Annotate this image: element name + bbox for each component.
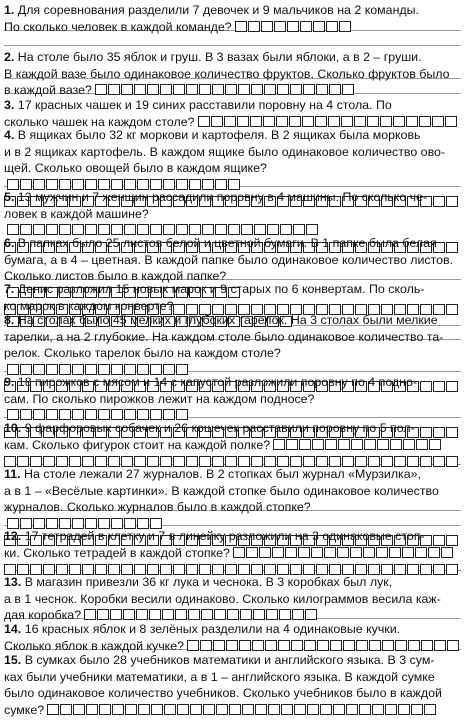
task-text: 18 пирожков с мясом и 14 с капустой разложили поровну по 4 подно-	[17, 375, 418, 389]
answer-cell[interactable]	[163, 409, 175, 420]
answer-cell[interactable]	[350, 547, 362, 558]
answer-cell[interactable]	[287, 21, 299, 32]
answer-cell[interactable]	[212, 84, 224, 95]
task-text: Сколько яблок в каждой кучке?	[4, 638, 185, 653]
answer-cell[interactable]	[251, 84, 263, 95]
answer-cell[interactable]	[124, 409, 136, 420]
answer-cell[interactable]	[411, 704, 423, 715]
answer-cell[interactable]	[85, 224, 97, 235]
answer-cell[interactable]	[281, 704, 293, 715]
answer-cell[interactable]	[445, 116, 457, 127]
answer-cell[interactable]	[305, 609, 317, 620]
answer-cell[interactable]	[20, 224, 32, 235]
answer-cell[interactable]	[198, 116, 210, 127]
task-text-line	[4, 652, 461, 669]
answer-cell[interactable]	[190, 704, 202, 715]
answer-cell[interactable]	[389, 547, 401, 558]
task-number: 15.	[4, 653, 22, 667]
task-text: журналов. Сколько журналов было в каждой стопке?	[4, 500, 311, 515]
answer-cell[interactable]	[315, 116, 327, 127]
answer-cell[interactable]	[393, 116, 405, 127]
answer-cell[interactable]	[292, 609, 304, 620]
answer-grid	[7, 224, 319, 235]
answer-cell[interactable]	[255, 704, 267, 715]
answer-cell[interactable]	[240, 609, 252, 620]
task-number: 8.	[4, 313, 15, 327]
task-text: На столе было 35 яблок и груш. В 3 вазах были яблоки, а в 2 – груши.	[17, 50, 422, 64]
answer-cell[interactable]	[138, 704, 150, 715]
answer-cell[interactable]	[316, 84, 328, 95]
answer-cell[interactable]	[261, 21, 273, 32]
task-text: ки. Сколько тетрадей в каждой стопке?	[4, 545, 230, 560]
task-number: 3.	[4, 98, 15, 112]
task-text-line	[4, 281, 461, 298]
answer-cell[interactable]	[351, 439, 363, 450]
answer-grid	[84, 609, 318, 620]
answer-cell[interactable]	[428, 547, 440, 558]
answer-cell[interactable]	[108, 84, 120, 95]
answer-cell[interactable]	[382, 640, 394, 651]
task-number: 14.	[4, 622, 22, 636]
task-text-line	[4, 420, 461, 437]
task-text-line	[4, 235, 461, 252]
answer-cell[interactable]	[213, 640, 225, 651]
answer-cell[interactable]	[280, 224, 292, 235]
answer-cell[interactable]	[176, 224, 188, 235]
answer-cell[interactable]	[364, 439, 376, 450]
task-text: а в 1 чеснок. Коробки весили одинаково. Сколько килограммов весила каж-	[4, 591, 441, 606]
task-text: и в 2 ящиках картофель. В каждом ящике было одинаковое количество ово-	[4, 144, 446, 159]
answer-cell[interactable]	[267, 224, 279, 235]
answer-cell[interactable]	[317, 640, 329, 651]
answer-cell[interactable]	[136, 609, 148, 620]
answer-cell[interactable]	[273, 439, 285, 450]
answer-grid	[198, 116, 458, 127]
answer-cell[interactable]	[276, 116, 288, 127]
answer-cell[interactable]	[264, 84, 276, 95]
answer-cell[interactable]	[328, 116, 340, 127]
answer-cell[interactable]	[151, 704, 163, 715]
task-text: По сколько человек в каждой команде?	[4, 19, 232, 34]
answer-cell[interactable]	[121, 84, 133, 95]
answer-cell[interactable]	[354, 116, 366, 127]
answer-cell[interactable]	[46, 409, 58, 420]
answer-cell[interactable]	[189, 224, 201, 235]
task-10	[4, 420, 461, 467]
answer-cell[interactable]	[337, 547, 349, 558]
task-1	[4, 2, 461, 35]
answer-cell[interactable]	[303, 84, 315, 95]
task-text: Денис разложил 15 новых марок и 9 старых по 6 конвертам. По сколь-	[17, 282, 425, 296]
task-text: сумке?	[4, 702, 45, 717]
task-text-line	[4, 483, 461, 500]
task-text-line	[4, 685, 461, 702]
answer-cell[interactable]	[98, 409, 110, 420]
answer-cell[interactable]	[300, 21, 312, 32]
answer-cell[interactable]	[299, 439, 311, 450]
answer-cell[interactable]	[376, 547, 388, 558]
task-text: а в 1 – «Весёлые картинки». В каждой стопке было одинаковое количество	[4, 483, 439, 498]
task-text: В магазин привезли 36 кг лука и чеснока. В 3 коробках был лук,	[24, 575, 393, 589]
answer-cell[interactable]	[246, 547, 258, 558]
answer-cell[interactable]	[163, 224, 175, 235]
answer-cell[interactable]	[110, 609, 122, 620]
answer-cell[interactable]	[326, 21, 338, 32]
answer-grid	[47, 704, 437, 715]
answer-cell[interactable]	[60, 704, 72, 715]
answer-cell[interactable]	[99, 704, 111, 715]
answer-cell[interactable]	[272, 547, 284, 558]
task-text: сколько чашек на каждом столе?	[4, 114, 195, 129]
task-13	[4, 574, 461, 624]
answer-cell[interactable]	[137, 224, 149, 235]
answer-cell[interactable]	[298, 547, 310, 558]
answer-cell[interactable]	[289, 116, 301, 127]
answer-cell[interactable]	[73, 704, 85, 715]
answer-cell[interactable]	[199, 84, 211, 95]
answer-cell[interactable]	[112, 704, 124, 715]
task-text: бумага, а в 4 – цветная. В каждой папке было одинаковое количество листов.	[4, 252, 454, 267]
answer-cell[interactable]	[237, 116, 249, 127]
answer-cell[interactable]	[253, 609, 265, 620]
answer-cell[interactable]	[325, 439, 337, 450]
answer-cell[interactable]	[372, 704, 384, 715]
answer-cell[interactable]	[312, 439, 324, 450]
answer-cell[interactable]	[424, 704, 436, 715]
answer-cell[interactable]	[346, 704, 358, 715]
answer-cell[interactable]	[306, 224, 318, 235]
task-text-line	[4, 621, 461, 638]
answer-grid	[187, 640, 460, 651]
answer-cell[interactable]	[173, 84, 185, 95]
task-text: Для соревнования разделили 7 девочек и 9 мальчиков на 2 команды.	[17, 3, 419, 17]
answer-cell[interactable]	[186, 84, 198, 95]
answer-cell[interactable]	[216, 704, 228, 715]
answer-cell[interactable]	[134, 84, 146, 95]
answer-cell[interactable]	[111, 409, 123, 420]
task-text-line	[4, 66, 461, 83]
task-number: 13.	[4, 575, 22, 589]
answer-cell[interactable]	[95, 84, 107, 95]
task-text: было одинаковое количество учебников. Сколько учебников было в каждой	[4, 686, 442, 701]
task-number: 6.	[4, 236, 15, 250]
answer-cell[interactable]	[343, 640, 355, 651]
task-text: На столе лежали 27 журналов. В 2 стопках был журнал «Мурзилка»,	[24, 467, 421, 481]
answer-cell[interactable]	[33, 224, 45, 235]
task-text: релок. Сколько тарелок было на каждом столе?	[4, 346, 281, 361]
answer-cell[interactable]	[33, 409, 45, 420]
answer-cell[interactable]	[202, 224, 214, 235]
task-text-line	[4, 545, 461, 562]
answer-cell[interactable]	[59, 409, 71, 420]
answer-cell[interactable]	[342, 84, 354, 95]
answer-cell[interactable]	[416, 439, 428, 450]
task-text: ловек в каждой машине?	[4, 206, 149, 221]
answer-cell[interactable]	[290, 84, 302, 95]
answer-cell[interactable]	[369, 640, 381, 651]
answer-cell[interactable]	[149, 609, 161, 620]
answer-cell[interactable]	[338, 439, 350, 450]
answer-cell[interactable]	[363, 547, 375, 558]
task-number: 4.	[4, 128, 15, 142]
task-text-line	[4, 528, 461, 545]
answer-cell[interactable]	[238, 84, 250, 95]
task-text: В ящиках было 32 кг моркови и картофеля. В 2 ящиках была морковь	[17, 128, 421, 142]
answer-cell[interactable]	[432, 116, 444, 127]
answer-cell[interactable]	[203, 704, 215, 715]
task-15	[4, 652, 461, 718]
answer-cell[interactable]	[408, 640, 420, 651]
task-text-line	[4, 2, 461, 19]
task-text-line	[4, 49, 461, 66]
answer-grid	[235, 21, 352, 32]
answer-cell[interactable]	[266, 609, 278, 620]
answer-cell[interactable]	[72, 409, 84, 420]
answer-cell[interactable]	[225, 84, 237, 95]
answer-cell[interactable]	[150, 224, 162, 235]
answer-cell[interactable]	[200, 640, 212, 651]
answer-cell[interactable]	[302, 116, 314, 127]
answer-cell[interactable]	[333, 704, 345, 715]
answer-cell[interactable]	[377, 439, 389, 450]
answer-cell[interactable]	[367, 116, 379, 127]
answer-cell[interactable]	[329, 84, 341, 95]
answer-cell[interactable]	[187, 640, 199, 651]
task-2	[4, 49, 461, 99]
answer-cell[interactable]	[395, 640, 407, 651]
answer-cell[interactable]	[233, 547, 245, 558]
answer-cell[interactable]	[242, 704, 254, 715]
answer-cell[interactable]	[228, 224, 240, 235]
task-text-line	[4, 206, 461, 239]
answer-cell[interactable]	[278, 640, 290, 651]
task-text: сам. По сколько пирожков лежит на каждом подносе?	[4, 391, 315, 406]
answer-cell[interactable]	[188, 609, 200, 620]
answer-cell[interactable]	[214, 609, 226, 620]
answer-cell[interactable]	[211, 116, 223, 127]
answer-cell[interactable]	[415, 547, 427, 558]
answer-cell[interactable]	[147, 84, 159, 95]
answer-cell[interactable]	[402, 547, 414, 558]
answer-cell[interactable]	[226, 640, 238, 651]
answer-cell[interactable]	[313, 21, 325, 32]
answer-cell[interactable]	[447, 640, 459, 651]
answer-grid	[7, 409, 189, 420]
task-number: 7.	[4, 282, 15, 296]
task-number: 9.	[4, 375, 15, 389]
task-text-line	[4, 466, 461, 483]
task-number: 5.	[4, 190, 15, 204]
answer-cell[interactable]	[421, 640, 433, 651]
answer-cell[interactable]	[307, 704, 319, 715]
answer-cell[interactable]	[47, 704, 59, 715]
answer-cell[interactable]	[403, 439, 415, 450]
task-text: 16 красных яблок и 8 зелёных разделили на 4 одинаковые кучки.	[24, 622, 401, 636]
answer-cell[interactable]	[239, 640, 251, 651]
task-text: 9 фарфоровых собачек и 26 кошечек расставили поровну по 5 пол-	[24, 421, 415, 435]
answer-cell[interactable]	[259, 547, 271, 558]
answer-cell[interactable]	[59, 224, 71, 235]
answer-cell[interactable]	[434, 640, 446, 651]
task-text-line	[4, 702, 461, 719]
answer-cell[interactable]	[294, 704, 306, 715]
answer-cell[interactable]	[330, 640, 342, 651]
answer-cell[interactable]	[341, 116, 353, 127]
task-text: кам. Сколько фигурок стоит на каждой полке?	[4, 437, 271, 452]
answer-cell[interactable]	[97, 609, 109, 620]
answer-cell[interactable]	[98, 224, 110, 235]
task-text-line	[4, 329, 461, 346]
answer-cell[interactable]	[277, 84, 289, 95]
answer-cell[interactable]	[380, 116, 392, 127]
answer-cell[interactable]	[398, 704, 410, 715]
answer-grid	[233, 547, 454, 558]
answer-cell[interactable]	[137, 409, 149, 420]
task-14	[4, 621, 461, 654]
task-number: 12.	[4, 529, 22, 543]
task-text: ках были учебники математики, а в 1 – английского языка. В каждой сумке	[4, 669, 435, 684]
answer-cell[interactable]	[441, 547, 453, 558]
task-text-line	[4, 391, 461, 424]
answer-cell[interactable]	[72, 224, 84, 235]
task-text: 13 мужчин и 7 женщин рассадили поровну в 4 машины. По сколько че-	[17, 190, 428, 204]
task-text: Сколько листов было в каждой папке?	[4, 269, 227, 284]
task-text: в каждой вазе?	[4, 83, 92, 98]
task-text-line	[4, 591, 461, 608]
answer-cell[interactable]	[7, 224, 19, 235]
task-text-line	[4, 312, 461, 329]
task-text-line	[4, 189, 461, 206]
task-text: В сумках было 28 учебников математики и английского языка. В 3 сум-	[24, 653, 435, 667]
answer-cell[interactable]	[304, 640, 316, 651]
task-text: 17 тетрадей в клетку и 7 в линейку разложили на 3 одинаковые стоп-	[24, 529, 425, 543]
task-text: 17 красных чашек и 19 синих расставили поровну на 4 стола. По	[17, 98, 392, 112]
answer-cell[interactable]	[227, 609, 239, 620]
answer-cell[interactable]	[385, 704, 397, 715]
answer-cell[interactable]	[311, 547, 323, 558]
answer-cell[interactable]	[429, 439, 441, 450]
answer-cell[interactable]	[419, 116, 431, 127]
answer-cell[interactable]	[285, 547, 297, 558]
answer-cell[interactable]	[254, 224, 266, 235]
answer-cell[interactable]	[224, 116, 236, 127]
task-text: тарелки, а на 2 глубокие. На каждом столе было одинаковое количество та-	[4, 329, 444, 344]
answer-cell[interactable]	[46, 224, 58, 235]
answer-cell[interactable]	[160, 84, 172, 95]
answer-cell[interactable]	[286, 439, 298, 450]
answer-cell[interactable]	[86, 704, 98, 715]
task-text-line	[4, 144, 461, 161]
task-text: В каждой вазе было одинаковое количество фруктов. Сколько фруктов было	[4, 66, 450, 81]
task-text-line	[4, 437, 461, 454]
answer-cell[interactable]	[359, 704, 371, 715]
answer-cell[interactable]	[175, 609, 187, 620]
answer-cell[interactable]	[125, 704, 137, 715]
task-text: На столах было 45 мелких и глубоких тарелок. На 3 столах были мелкие	[17, 313, 438, 327]
answer-cell[interactable]	[123, 609, 135, 620]
task-number: 10.	[4, 421, 22, 435]
answer-cell[interactable]	[274, 21, 286, 32]
task-text: щей. Сколько овощей было в каждом ящике?	[4, 161, 267, 176]
separator-line	[4, 45, 461, 46]
task-number: 1.	[4, 3, 15, 17]
answer-cell[interactable]	[265, 640, 277, 651]
answer-cell[interactable]	[20, 409, 32, 420]
answer-cell[interactable]	[235, 21, 247, 32]
task-text-line	[4, 97, 461, 114]
answer-cell[interactable]	[176, 409, 188, 420]
answer-grid	[95, 84, 355, 95]
answer-cell[interactable]	[406, 116, 418, 127]
task-3	[4, 97, 461, 130]
answer-cell[interactable]	[390, 439, 402, 450]
answer-cell[interactable]	[177, 704, 189, 715]
answer-cell[interactable]	[268, 704, 280, 715]
answer-cell[interactable]	[263, 116, 275, 127]
answer-cell[interactable]	[84, 609, 96, 620]
task-12	[4, 528, 461, 575]
task-text: дая коробка?	[4, 608, 82, 623]
task-text: ко марок в каждом конверте?	[4, 298, 174, 313]
answer-cell[interactable]	[250, 116, 262, 127]
answer-cell[interactable]	[150, 409, 162, 420]
answer-cell[interactable]	[356, 640, 368, 651]
answer-cell[interactable]	[339, 21, 351, 32]
answer-cell[interactable]	[162, 609, 174, 620]
task-text: В папках было 25 листов белой и цветной бумаги. В 1 папке была белая	[17, 236, 437, 250]
answer-cell[interactable]	[320, 704, 332, 715]
task-text-line	[4, 574, 461, 591]
answer-cell[interactable]	[111, 224, 123, 235]
answer-cell[interactable]	[248, 21, 260, 32]
answer-cell[interactable]	[215, 224, 227, 235]
task-number: 11.	[4, 467, 21, 481]
answer-cell[interactable]	[324, 547, 336, 558]
task-text-line	[4, 127, 461, 144]
answer-cell[interactable]	[293, 224, 305, 235]
answer-cell[interactable]	[164, 704, 176, 715]
answer-cell[interactable]	[291, 640, 303, 651]
answer-cell[interactable]	[279, 609, 291, 620]
answer-grid	[273, 439, 442, 450]
answer-cell[interactable]	[229, 704, 241, 715]
task-text-line	[4, 374, 461, 391]
answer-cell[interactable]	[85, 409, 97, 420]
answer-cell[interactable]	[241, 224, 253, 235]
answer-cell[interactable]	[7, 409, 19, 420]
answer-cell[interactable]	[201, 609, 213, 620]
answer-cell[interactable]	[252, 640, 264, 651]
task-number: 2.	[4, 50, 15, 64]
answer-cell[interactable]	[124, 224, 136, 235]
task-text-line	[4, 252, 461, 269]
task-text-line	[4, 669, 461, 686]
task-text-line	[4, 19, 461, 36]
